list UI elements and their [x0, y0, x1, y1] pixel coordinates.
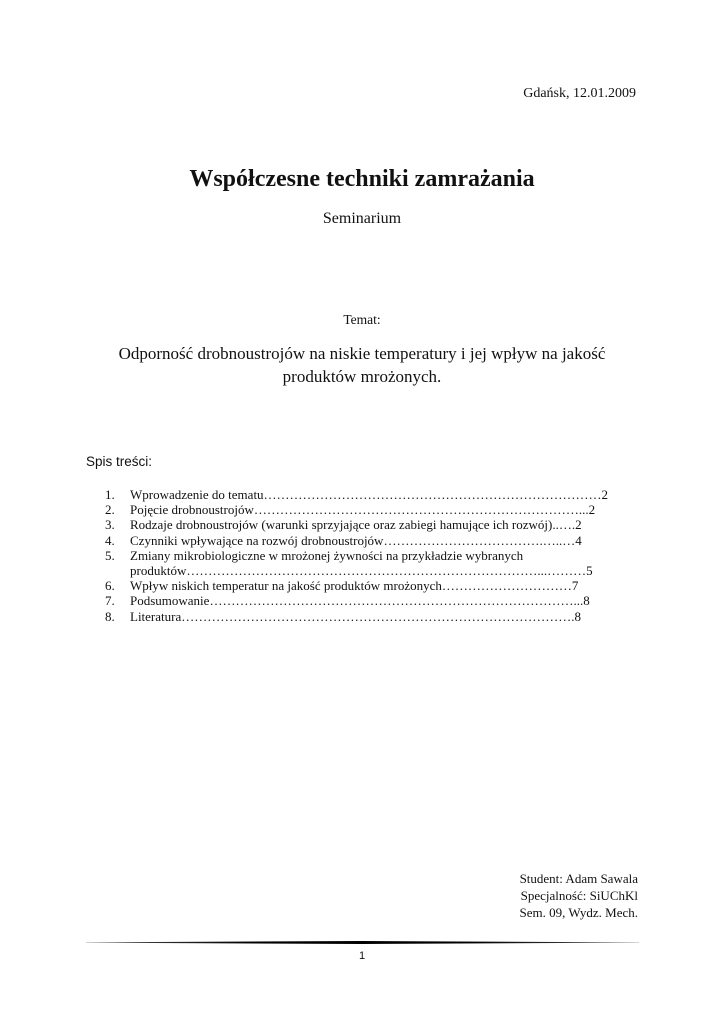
- toc-entry: [105, 502, 638, 517]
- toc-entry: [105, 609, 638, 624]
- topic-line: produktów mrożonych.: [282, 367, 442, 386]
- toc-entry: [105, 533, 638, 548]
- toc-entry-number: 3.: [105, 517, 115, 533]
- place-date: Gdańsk, 12.01.2009: [523, 86, 636, 101]
- toc-entry: [105, 548, 638, 563]
- topic-label: Temat:: [343, 312, 381, 327]
- toc-entry-number: 5.: [105, 547, 115, 563]
- toc-entry: [105, 517, 638, 532]
- toc-entry-number: 8.: [105, 608, 115, 624]
- toc-entry-text: Wprowadzenie do tematu……………………………………………………………………2: [130, 487, 609, 502]
- student-name: Student: Adam Sawala: [519, 871, 638, 886]
- toc-entry-text: Pojęcie drobnoustrojów…………………………………………………………………...2: [130, 502, 596, 518]
- toc-entry-text: Zmiany mikrobiologiczne w mrożonej żywności na przykładzie wybranych: [130, 547, 524, 563]
- toc-entry: [105, 593, 638, 608]
- page-number: 1: [358, 950, 366, 962]
- toc-entry-number: [105, 563, 130, 578]
- toc-entry: [105, 487, 638, 502]
- toc-entry-number: 4.: [105, 532, 115, 548]
- toc-entry: [105, 578, 638, 593]
- specialization: Specjalność: SiUChKl: [520, 888, 638, 903]
- toc-entry-text: produktów………………………………………………………………………...………5: [130, 563, 593, 579]
- student-signature-block: [520, 870, 639, 921]
- toc-entry-text: Czynniki wpływające na rozwój drobnoustrojów……………………………….…..…4: [130, 532, 582, 548]
- toc-entry-text: Literatura……………………………………………………………………………….8: [130, 608, 581, 624]
- toc-entry-continuation: [105, 563, 638, 578]
- toc-entry-text: Wpływ niskich temperatur na jakość produktów mrożonych…………………………7: [130, 578, 579, 594]
- document-title: Współczesne techniki zamrażania: [189, 166, 535, 192]
- toc-entry-number: 1.: [105, 487, 115, 502]
- footer-divider: [86, 941, 639, 944]
- topic-line: Odporność drobnoustrojów na niskie temperatury i jej wpływ na jakość: [118, 344, 606, 363]
- toc-entry-number: 7.: [105, 593, 115, 609]
- topic-text: [60, 342, 664, 388]
- table-of-contents: [105, 487, 638, 624]
- toc-entry-number: 2.: [105, 502, 115, 518]
- toc-entry-number: 6.: [105, 578, 115, 594]
- semester-faculty: Sem. 09, Wydz. Mech.: [519, 905, 638, 920]
- toc-entry-text: Rodzaje drobnoustrojów (warunki sprzyjające oraz zabiegi hamujące ich rozwój)..….2: [130, 517, 582, 533]
- toc-entry-text: Podsumowanie…………………………………………………………………………...8: [130, 593, 590, 609]
- document-subtitle: Seminarium: [322, 210, 402, 227]
- toc-heading: Spis treści:: [86, 454, 153, 469]
